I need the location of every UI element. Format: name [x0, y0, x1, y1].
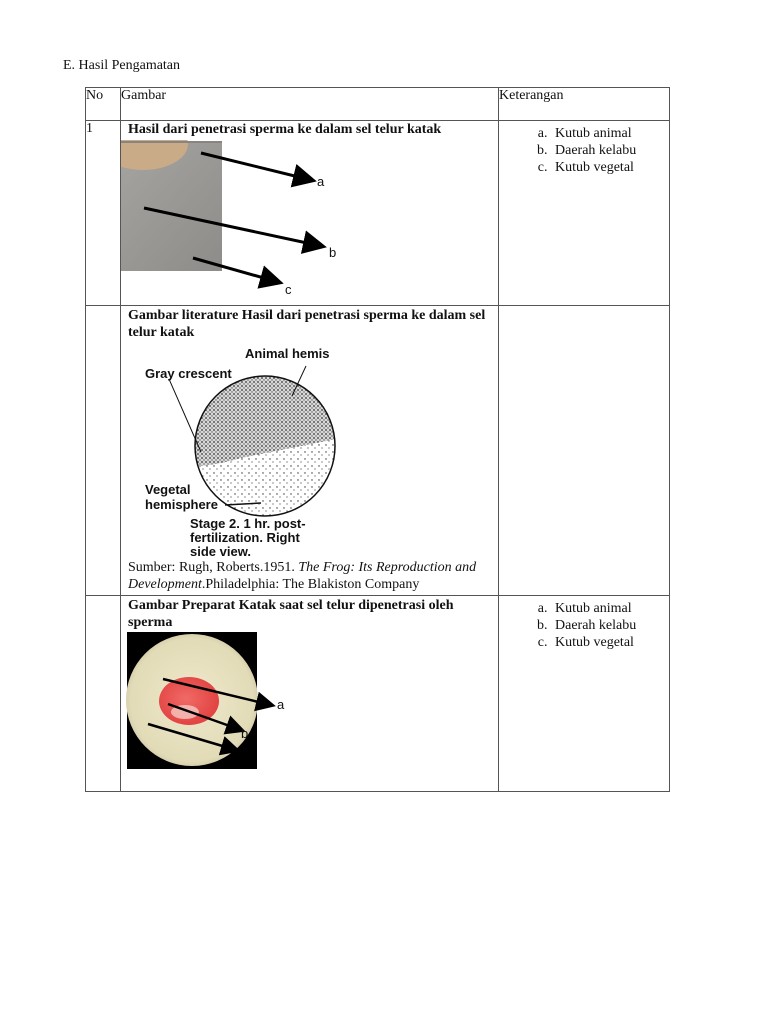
label-c: c — [285, 282, 292, 297]
specimen-photo-figure — [121, 632, 498, 772]
row2-keterangan-cell — [499, 306, 670, 596]
keterangan-list — [499, 125, 669, 176]
list-item: b. Daerah kelabu — [551, 142, 669, 159]
row2-figure — [121, 345, 498, 559]
header-keterangan: Keterangan — [499, 88, 670, 121]
label-vegetal: Vegetal — [145, 482, 191, 497]
row2-gambar-cell — [121, 306, 499, 596]
row-number — [86, 596, 121, 792]
stage-line-2: fertilization. Right — [190, 530, 300, 545]
label-a: a — [277, 697, 285, 712]
label-gray-crescent: Gray crescent — [145, 366, 232, 381]
row3-gambar-cell — [121, 596, 499, 792]
source-suffix: .Philadelphia: The Blakiston Company — [201, 577, 420, 592]
list-item: a. Kutub animal — [551, 600, 669, 617]
egg-photo-figure — [121, 140, 498, 300]
row-number: 1 — [86, 121, 121, 306]
label-b: b — [241, 726, 249, 741]
label-hemisphere: hemisphere — [145, 497, 218, 512]
stage-line-3: side view. — [190, 544, 251, 559]
row1-keterangan-cell — [499, 121, 670, 306]
label-a: a — [317, 174, 325, 189]
label-animal-hemisphere: Animal hemis — [245, 346, 330, 361]
row1-gambar-cell — [121, 121, 499, 306]
table-row — [86, 306, 670, 596]
table-row — [86, 596, 670, 792]
table-row — [86, 121, 670, 306]
keterangan-list — [499, 600, 669, 651]
row2-title: Gambar literature Hasil dari penetrasi sperma ke dalam sel telur katak — [128, 308, 486, 340]
observation-table — [85, 87, 670, 792]
source-title: The Frog: Its Reproduction and Development — [128, 560, 477, 592]
row-number — [86, 306, 121, 596]
label-b: b — [329, 245, 337, 260]
list-item: b. Daerah kelabu — [551, 617, 669, 634]
source-citation — [121, 559, 498, 593]
header-gambar: Gambar — [121, 88, 499, 121]
list-item: c. Kutub vegetal — [551, 634, 669, 651]
list-item: a. Kutub animal — [551, 125, 669, 142]
row1-title: Hasil dari penetrasi sperma ke dalam sel telur katak — [128, 122, 442, 137]
source-prefix: Sumber: Rugh, Roberts.1951. — [128, 560, 299, 575]
row3-title: Gambar Preparat Katak saat sel telur dipenetrasi oleh sperma — [128, 598, 454, 630]
row3-figure — [121, 635, 498, 775]
table-header-row — [86, 88, 670, 121]
list-item: c. Kutub vegetal — [551, 159, 669, 176]
stage-line-1: Stage 2. 1 hr. post- — [190, 516, 306, 531]
row3-keterangan-cell — [499, 596, 670, 792]
header-no: No — [86, 88, 121, 121]
row1-figure — [121, 142, 498, 302]
section-heading: E. Hasil Pengamatan — [63, 58, 181, 73]
